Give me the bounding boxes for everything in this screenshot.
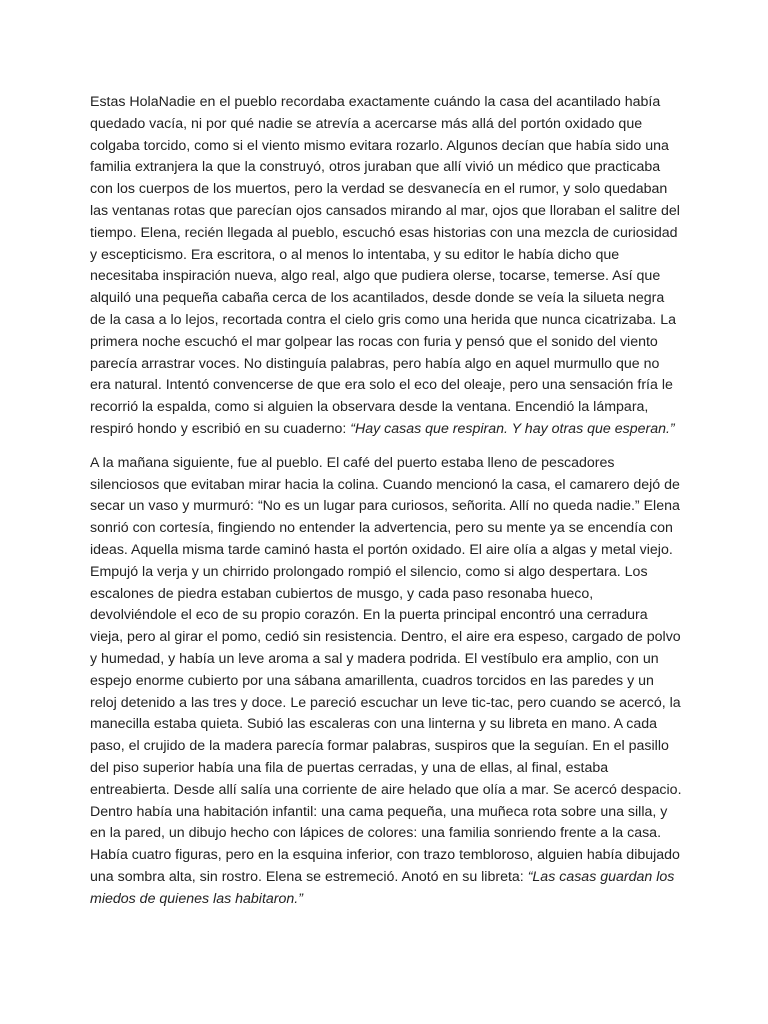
paragraph-1-text: Estas HolaNadie en el pueblo recordaba exactamente cuándo la casa del acantilado había quedado vacía, ni por qué nadie se atrevía a acercarse más allá del portón oxidado que colgaba torcido, como si el viento mismo evitara rozarlo. Algunos decían que había sido una familia extranjera la que la construyó, otros juraban que allí vivió un médico que practicaba con los cuerpos de los muertos, pero la verdad se desvanecía en el rumor, y solo quedaban las ventanas rotas que parecían ojos cansados mirando al mar, ojos que lloraban el salitre del tiempo. Elena, recién llegada al pueblo, escuchó esas historias con una mezcla de curiosidad y escepticismo. Era escritora, o al menos lo intentaba, y su editor le había dicho que necesitaba inspiración nueva, algo real, algo que pudiera olerse, tocarse, temerse. Así que alquiló una pequeña cabaña cerca de los acantilados, desde donde se veía la silueta negra de la casa a lo lejos, recortada contra el cielo gris como una herida que nunca cicatrizaba. La primera noche escuchó el mar golpear las rocas con furia y pensó que el sonido del viento parecía arrastrar voces. No distinguía palabras, pero había algo en aquel murmullo que no era natural. Intentó convencerse de que era solo el eco del oleaje, pero una sensación fría le recorrió la espalda, como si alguien la observara desde la ventana. Encendió la lámpara, respiró hondo y escribió en su cuaderno: <box>90 94 680 437</box>
document-body <box>90 92 682 922</box>
paragraph-1 <box>90 92 682 441</box>
paragraph-2-quote: “Las casas guardan los miedos de quienes las habitaron.” <box>90 868 675 907</box>
paragraph-2-text: A la mañana siguiente, fue al pueblo. El café del puerto estaba lleno de pescadores silenciosos que evitaban mirar hacia la colina. Cuando mencionó la casa, el camarero dejó de secar un vaso y murmuró: “No es un lugar para curiosos, señorita. Allí no queda nadie.” Elena sonrió con cortesía, fingiendo no entender la advertencia, pero su mente ya se encendía con ideas. Aquella misma tarde caminó hasta el portón oxidado. El aire olía a algas y metal viejo. Empujó la verja y un chirrido prolongado rompió el silencio, como si algo despertara. Los escalones de piedra estaban cubiertos de musgo, y cada paso resonaba hueco, devolviéndole el eco de su propio corazón. En la puerta principal encontró una cerradura vieja, pero al girar el pomo, cedió sin resistencia. Dentro, el aire era espeso, cargado de polvo y humedad, y había un leve aroma a sal y madera podrida. El vestíbulo era amplio, con un espejo enorme cubierto por una sábana amarillenta, cuadros torcidos en las paredes y un reloj detenido a las tres y doce. Le pareció escuchar un leve tic-tac, pero cuando se acercó, la manecilla estaba quieta. Subió las escaleras con una linterna y su libreta en mano. A cada paso, el crujido de la madera parecía formar palabras, suspiros que la seguían. En el pasillo del piso superior había una fila de puertas cerradas, y una de ellas, al final, estaba entreabierta. Desde allí salía una corriente de aire helado que olía a mar. Se acercó despacio. Dentro había una habitación infantil: una cama pequeña, una muñeca rota sobre una silla, y en la pared, un dibujo hecho con lápices de colores: una familia sonriendo frente a la casa. Había cuatro figuras, pero en la esquina inferior, con trazo tembloroso, alguien había dibujado una sombra alta, sin rostro. Elena se estremeció. Anotó en su libreta: <box>90 454 682 885</box>
paragraph-1-quote: “Hay casas que respiran. Y hay otras que esperan.” <box>350 420 675 437</box>
paragraph-2 <box>90 453 682 911</box>
